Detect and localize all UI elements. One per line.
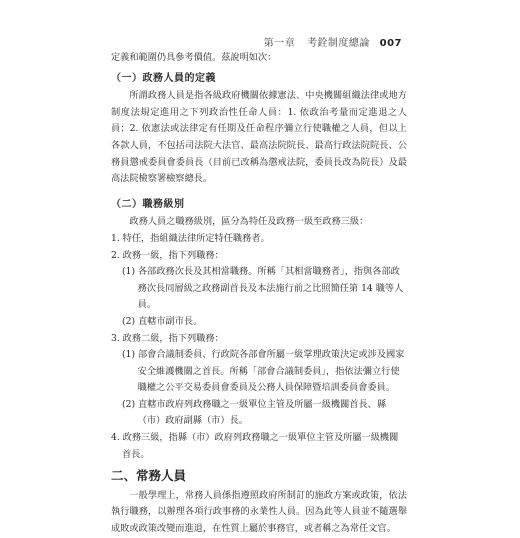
list-item: 4. 政務三級，指縣（市）政府列政務職之一級單位主管及所屬一級機關首長。 xyxy=(111,432,399,460)
list-item: 1. 特任，指組織法律所定特任職務者。 xyxy=(111,232,270,244)
chapter-title: 考銓制度總論 xyxy=(306,38,370,49)
definition-paragraph: 所謂政務人員是指各級政府機關依據憲法、中央機關組織法律或地方制度法規定進用之下列政治性任命人員：1. 依政治考量而定進退之人員；2. 依憲法或法律定有任期及任命程序彌立行使職權之人員，但以上各款人員，不包括司法院大法官、最高法院院長、最高行政法院院長、公務員懲戒委員會委員長（目前已改稱為懲戒法院，委員長改為院長）及最高法院檢察署檢察總長。 xyxy=(111,90,407,185)
sub-list-item: (2) 直轄市副市長。 xyxy=(122,315,203,327)
sub-list-item: (1) 各部政務次長及其相當職務。所稱「其相當職務者」，指與各部政務次長同層級之政務副首長及本法施行前之比照簡任第 14 職等人員。 xyxy=(122,266,404,311)
sub-list-item: (2) 直轄市政府列政務職之一級單位主管及所屬一級機關首長、縣（市）政府副縣（市）長。 xyxy=(122,398,387,427)
section-heading-levels: （二）職務級別 xyxy=(111,198,185,210)
career-staff-paragraph: 一般學理上，常務人員係指遵照政府所制訂的施政方案或政策，依法執行職務，以辦理各項行政事務的永業性人員。因為此等人員並不隨選舉成敗或政策改變而進退，在性質上屬於事務官，或者稱之為常任文官。 xyxy=(111,489,407,535)
list-item: 2. 政務一級，指下列職務： xyxy=(111,249,224,261)
levels-intro: 政務人員之職務級別，區分為特任及政務一級至政務三級： xyxy=(129,216,369,228)
page-body xyxy=(111,50,407,538)
page-number: 007 xyxy=(379,38,402,49)
sub-list-item: (1) 部會合議制委員、行政院各部會所屬一級掌理政策決定或涉及國家安全維護機關之首長。所稱「部會合議制委員」，指依法彌立行使職權之公平交易委員會委員及公務人員保障暨培訓委員會委員。 xyxy=(122,349,405,394)
running-header xyxy=(264,34,402,49)
intro-paragraph: 定義和範圍仍具參考價值。茲說明如次： xyxy=(111,52,277,63)
section-heading-definition: （一）政務人員的定義 xyxy=(111,72,216,84)
section-heading-career-staff: 二、常務人員 xyxy=(111,468,187,484)
chapter-label: 第一章 xyxy=(263,38,296,49)
list-item: 3. 政務二級，指下列職務： xyxy=(111,332,224,344)
